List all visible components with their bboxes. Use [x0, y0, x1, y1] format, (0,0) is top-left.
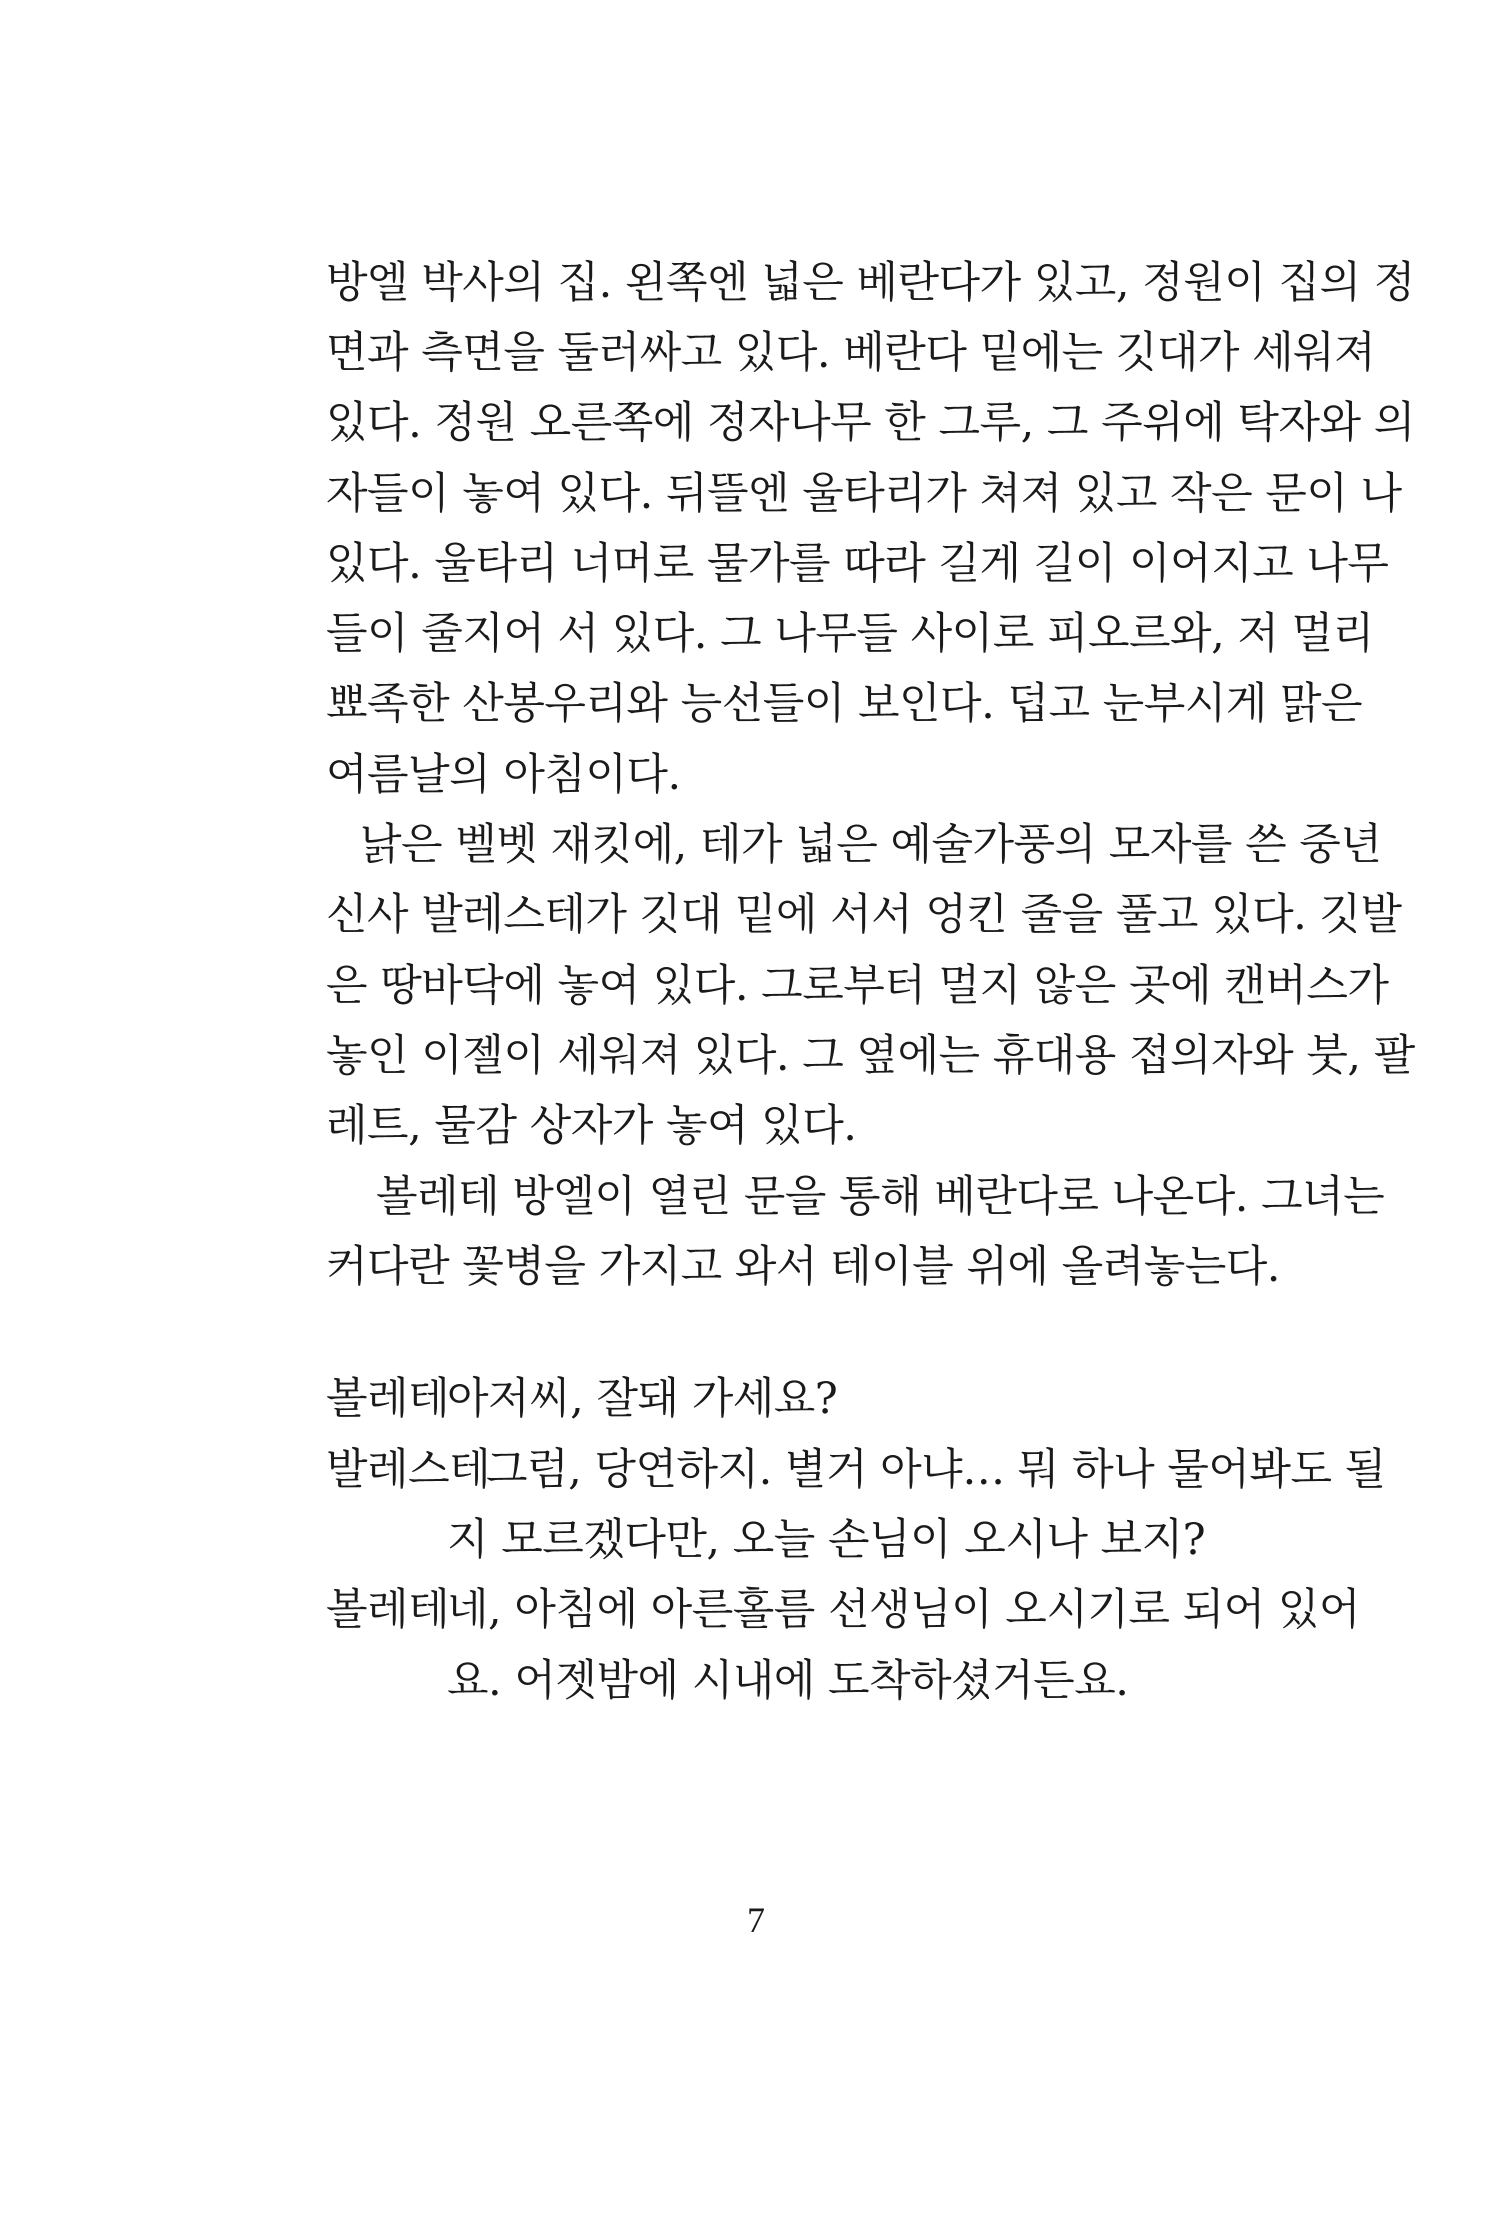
- text-line: 낡은 벨벳 재킷에, 테가 넓은 예술가풍의 모자를 쓴 중년: [360, 820, 1382, 870]
- text-line: 뾰족한 산봉우리와 능선들이 보인다. 덥고 눈부시게 맑은: [326, 679, 1363, 729]
- text-line: 방엘 박사의 집. 왼쪽엔 넓은 베란다가 있고, 정원이 집의 정: [326, 258, 1415, 308]
- text-line: 있다. 정원 오른쪽에 정자나무 한 그루, 그 주위에 탁자와 의: [326, 398, 1415, 448]
- text-line: 들이 줄지어 서 있다. 그 나무들 사이로 피오르와, 저 멀리: [326, 609, 1374, 659]
- speaker-name: 볼레테: [326, 1374, 450, 1424]
- dialogue-line: 지 모르겠다만, 오늘 손님이 오시나 보지?: [447, 1515, 1206, 1565]
- speaker-name: 볼레테: [326, 1585, 450, 1635]
- text-line: 레트, 물감 상자가 놓여 있다.: [326, 1101, 857, 1151]
- text-line: 은 땅바닥에 놓여 있다. 그로부터 멀지 않은 곳에 캔버스가: [326, 961, 1389, 1011]
- text-line: 신사 발레스테가 깃대 밑에 서서 엉킨 줄을 풀고 있다. 깃발: [326, 890, 1402, 940]
- page-number: 7: [747, 1900, 765, 1940]
- text-line: 자들이 놓여 있다. 뒤뜰엔 울타리가 쳐져 있고 작은 문이 나: [326, 469, 1402, 519]
- text-line: 놓인 이젤이 세워져 있다. 그 옆에는 휴대용 접의자와 붓, 팔: [326, 1031, 1415, 1081]
- speaker-name: 발레스테: [326, 1445, 491, 1495]
- text-line: 커다란 꽃병을 가지고 와서 테이블 위에 올려놓는다.: [326, 1242, 1280, 1292]
- dialogue-line: 아저씨, 잘돼 가세요?: [447, 1374, 838, 1424]
- dialogue-line: 요. 어젯밤에 시내에 도착하셨거든요.: [447, 1656, 1129, 1706]
- text-line: 여름날의 아침이다.: [326, 750, 681, 800]
- dialogue-line: 그럼, 당연하지. 별거 아냐… 뭐 하나 물어봐도 될: [486, 1445, 1386, 1495]
- text-line: 있다. 울타리 너머로 물가를 따라 길게 길이 이어지고 나무: [326, 539, 1389, 589]
- text-line: 볼레테 방엘이 열린 문을 통해 베란다로 나온다. 그녀는: [376, 1172, 1385, 1222]
- text-line: 면과 측면을 둘러싸고 있다. 베란다 밑에는 깃대가 세워져: [326, 328, 1376, 378]
- dialogue-line: 네, 아침에 아른홀름 선생님이 오시기로 되어 있어: [447, 1585, 1360, 1635]
